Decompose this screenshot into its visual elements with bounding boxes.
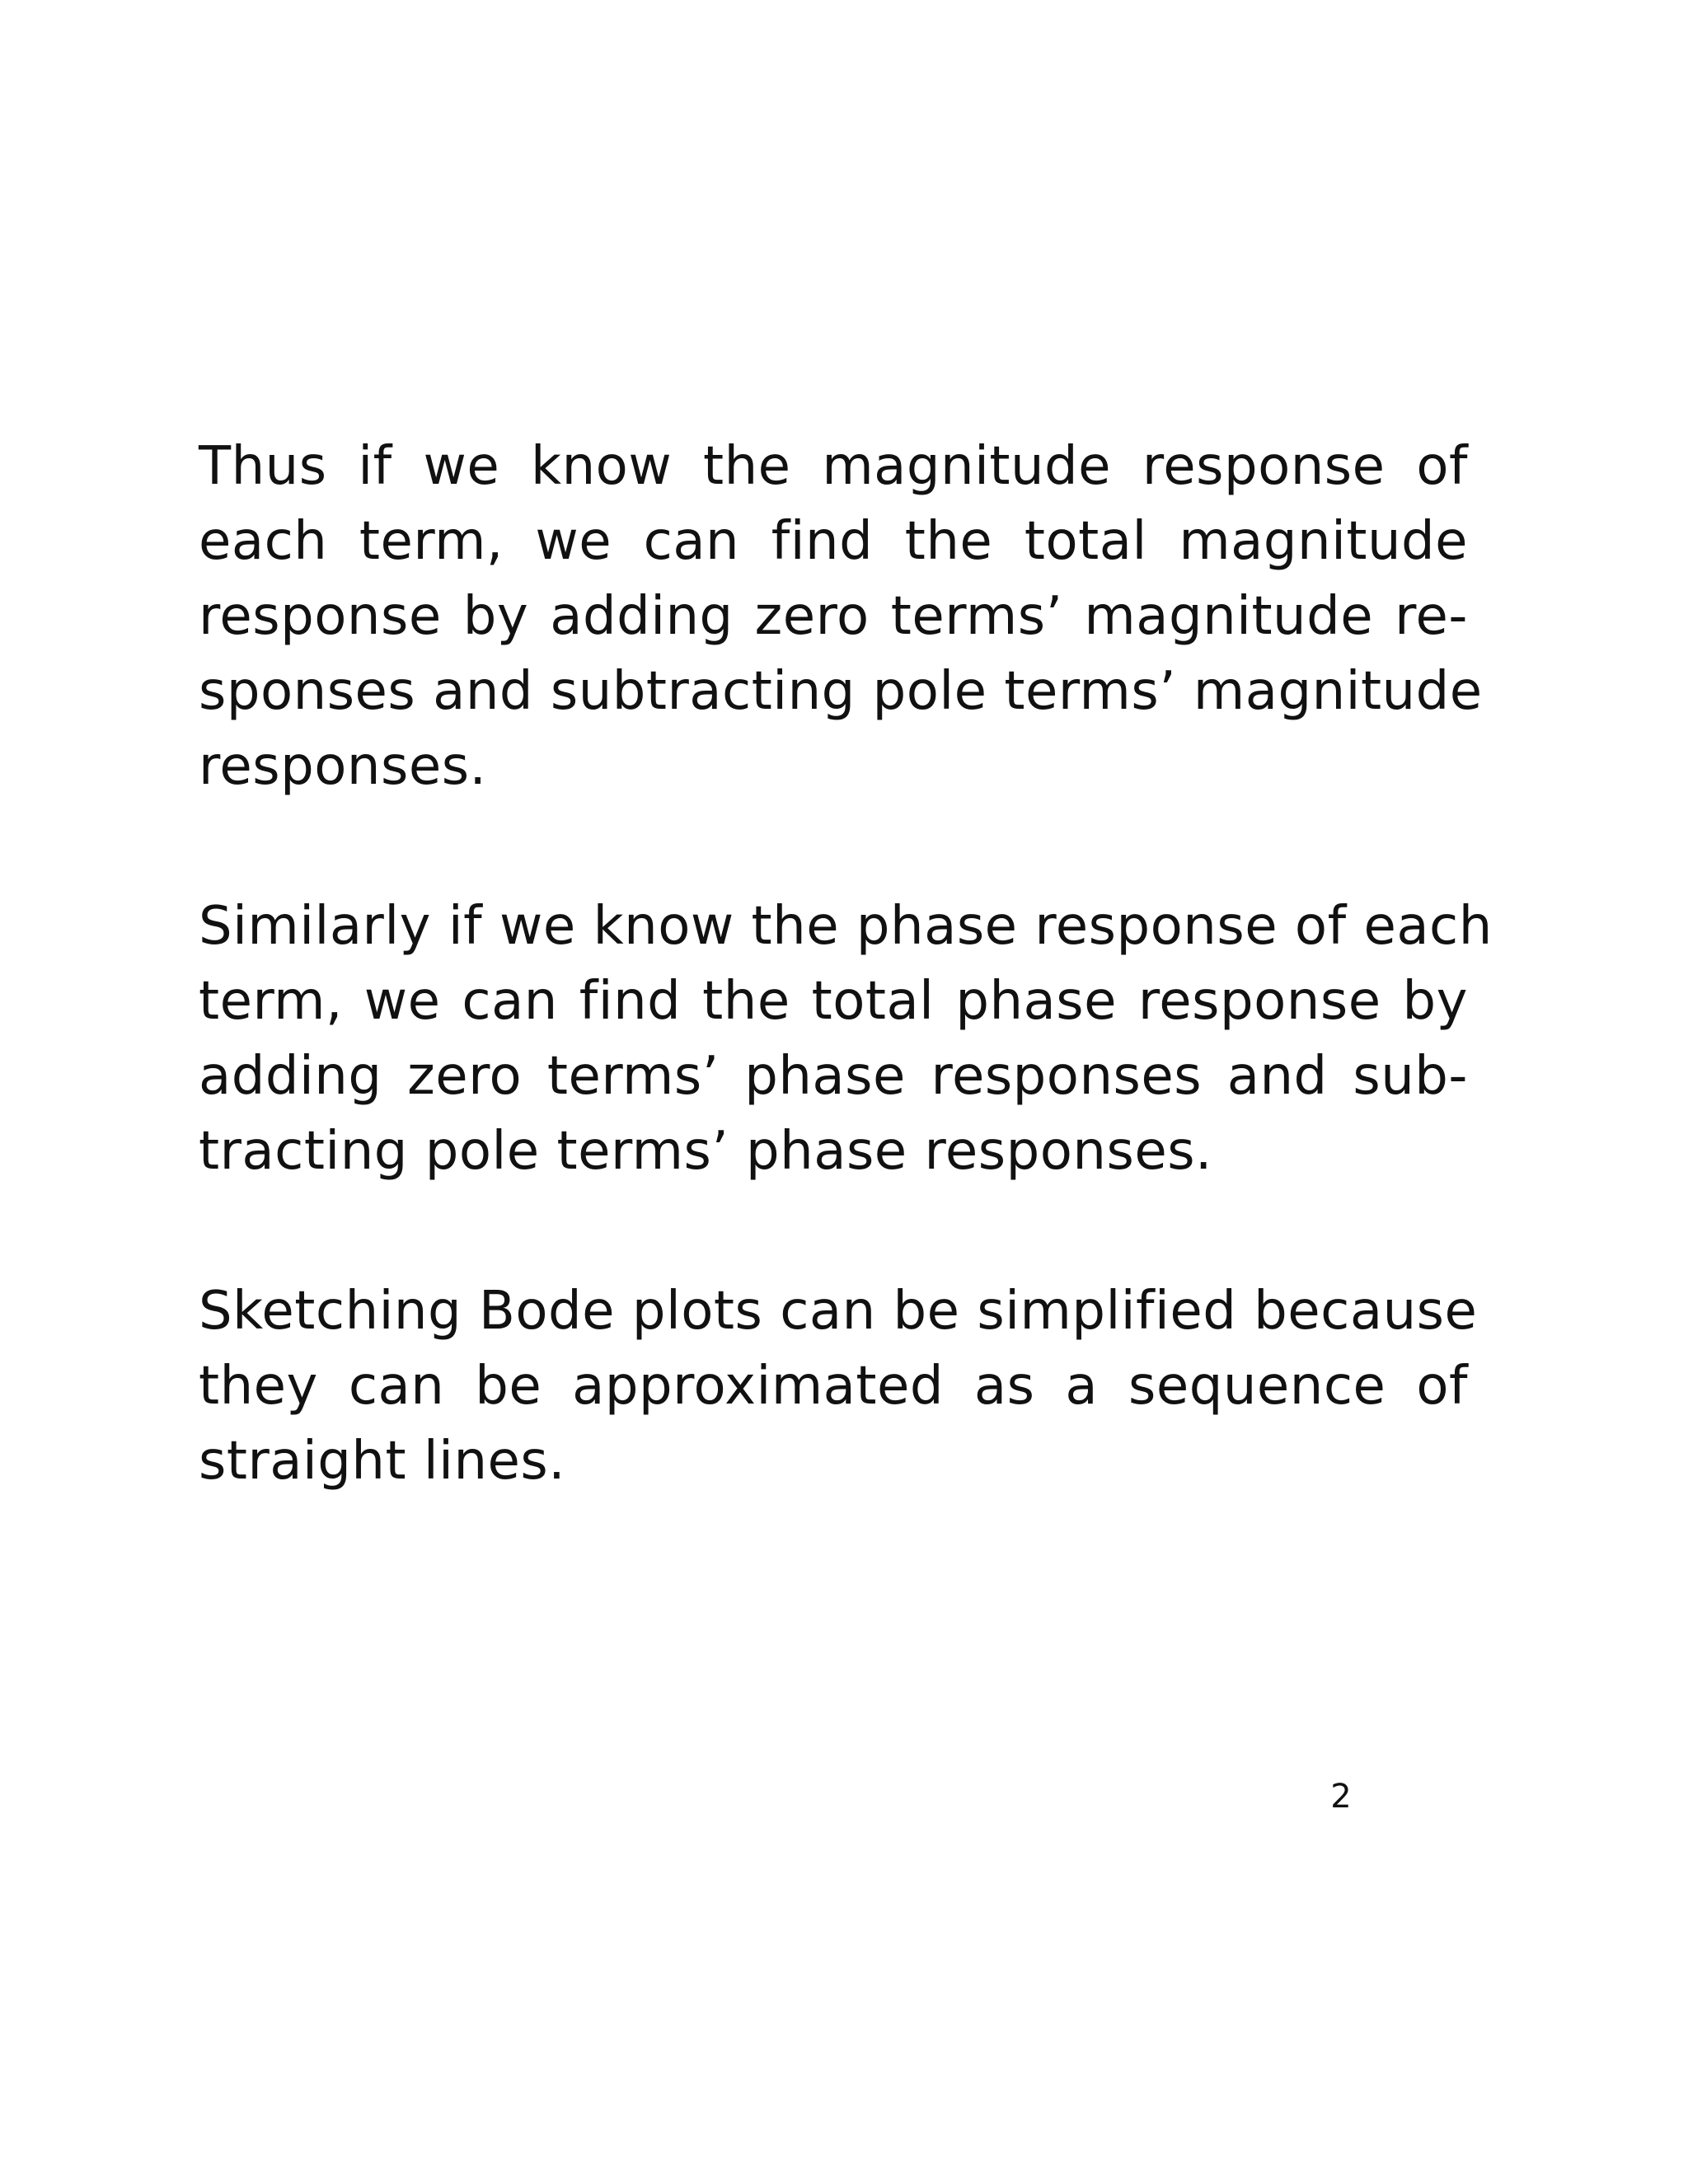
- paragraph-magnitude-response: [199, 429, 1483, 804]
- paragraph-line: Thus if we know the magnitude response of: [199, 436, 1468, 497]
- paragraph-bode-sketching: [199, 1274, 1478, 1499]
- paragraph-line: tracting pole terms’ phase responses.: [199, 1121, 1212, 1182]
- paragraph-line: Similarly if we know the phase response of each: [199, 896, 1493, 957]
- paragraph-line: responses.: [199, 736, 487, 797]
- paragraph-line: they can be approximated as a sequence of: [199, 1356, 1468, 1417]
- paragraph-phase-response: [199, 889, 1493, 1189]
- paragraph-line: response by adding zero terms’ magnitude re-: [199, 586, 1468, 647]
- page-number: 2: [1330, 1778, 1352, 1816]
- paragraph-line: each term, we can find the total magnitude: [199, 511, 1468, 572]
- paragraph-line: sponses and subtracting pole terms’ magnitude: [199, 661, 1483, 722]
- paragraph-line: Sketching Bode plots can be simplified because: [199, 1281, 1478, 1342]
- paragraph-line: straight lines.: [199, 1431, 566, 1492]
- paragraph-line: term, we can find the total phase response by: [199, 971, 1468, 1032]
- paragraph-line: adding zero terms’ phase responses and sub-: [199, 1046, 1468, 1107]
